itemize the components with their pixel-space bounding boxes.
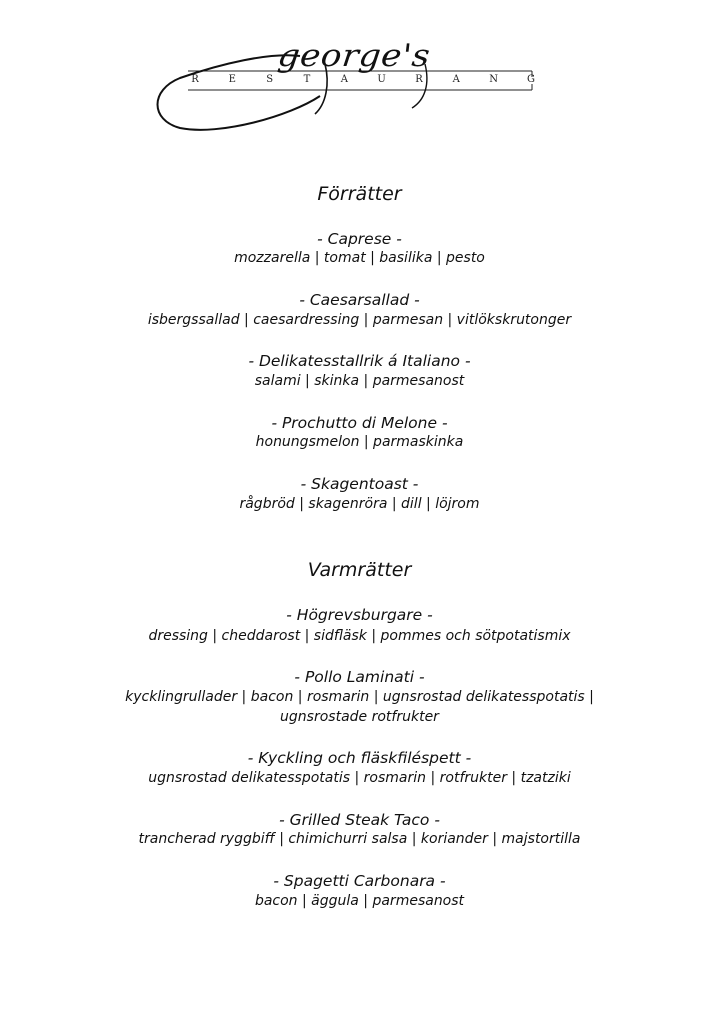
menu-item-description: mozzarella | tomat | basilika | pesto [234,250,485,266]
menu-item-description: kycklingrullader | bacon | rosmarin | ugnsrostad delikatesspotatis | ugnsrostade rotfrukter [125,689,594,725]
menu-item-name: - Skagentoast - [300,475,419,493]
logo-letter: R [415,74,423,85]
logo-letter: A [340,74,348,85]
menu-item-description: trancherad ryggbiff | chimichurri salsa | koriander | majstortilla [138,831,581,847]
menu-item-name: - Delikatesstallrik á Italiano - [248,352,471,370]
menu-item-description: isbergssallad | caesardressing | parmesan | vitlökskrutonger [147,312,572,328]
menu-item-name: - Spagetti Carbonara - [273,872,446,890]
logo-script-text: george's [275,38,433,74]
logo-letter: U [377,74,386,85]
menu-item-name: - Prochutto di Melone - [271,414,448,432]
logo-letter: R [191,74,199,85]
menu-item-description: salami | skinka | parmesanost [254,373,465,389]
logo-letter: N [489,74,498,85]
menu-item-description: honungsmelon | parmaskinka [255,434,464,450]
menu-item-description: rågbröd | skagenröra | dill | löjrom [239,496,480,512]
menu-item-description: ugnsrostad delikatesspotatis | rosmarin | rotfrukter | tzatziki [148,770,571,786]
logo-letter: G [526,74,535,85]
menu-item-name: - Högrevsburgare - [286,606,433,624]
menu-item-name: - Pollo Laminati - [294,668,425,686]
menu-item-name: - Caprese - [317,230,402,248]
restaurant-logo [150,38,540,136]
menu-item-name: - Grilled Steak Taco - [279,811,440,829]
section-title-forratter: Förrätter [317,183,402,205]
menu-item-description: dressing | cheddarost | sidfläsk | pommes och sötpotatismix [148,628,571,644]
logo-letter: S [266,74,274,85]
logo-letter: A [452,74,460,85]
logo-letter: E [228,74,236,85]
menu-item-name: - Kyckling och fläskfiléspett - [247,749,472,767]
menu-item-description: bacon | äggula | parmesanost [254,893,465,909]
menu-item-name: - Caesarsallad - [299,291,420,309]
section-title-varmratter: Varmrätter [307,559,412,581]
logo-letter: T [303,74,311,85]
logo-letters [190,74,536,86]
